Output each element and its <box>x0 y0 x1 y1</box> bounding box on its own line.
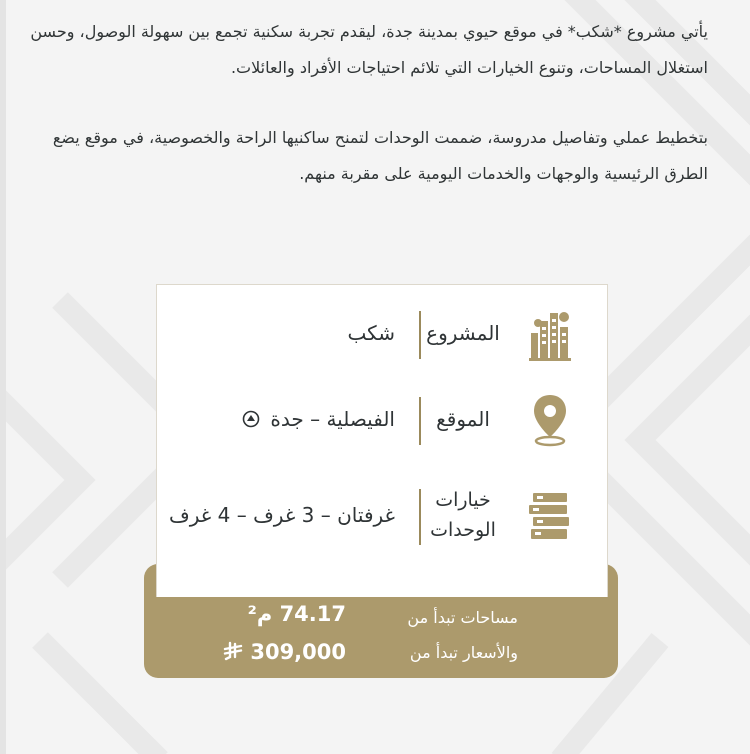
project-label: المشروع <box>426 321 500 345</box>
info-row-location <box>157 379 607 459</box>
project-info-card <box>156 284 608 597</box>
page-edge-rule <box>0 0 6 754</box>
price-amount: 309,000 <box>250 640 346 664</box>
location-pin-icon <box>529 393 571 447</box>
area-value: 74.17 م² <box>247 602 346 626</box>
saudi-riyal-icon <box>223 641 243 661</box>
row-divider <box>419 489 421 545</box>
area-label: مساحات تبدأ من <box>407 608 518 627</box>
units-label: خيارات الوحدات <box>430 489 496 541</box>
info-row-project <box>157 293 607 373</box>
location-text: الفيصلية – جدة <box>270 407 395 431</box>
units-value: غرفتان – 3 غرف – 4 غرف <box>169 503 395 527</box>
location-value <box>242 379 395 459</box>
location-label: الموقع <box>436 407 490 431</box>
price-label: والأسعار تبدأ من <box>409 643 518 662</box>
row-divider <box>419 397 421 445</box>
stacked-units-icon <box>529 489 571 543</box>
map-link-icon[interactable] <box>242 410 260 428</box>
project-value: شكب <box>347 321 395 345</box>
row-divider <box>419 311 421 359</box>
info-row-units <box>157 475 607 555</box>
intro-paragraph-1: يأتي مشروع *شكب* في موقع حيوي بمدينة جدة، ليقدم تجربة سكنية تجمع بين سهولة الوصول، وحسن استغلال المساحات، وتنوع الخيارات التي تلائم احتياجات الأفراد والعائلات. <box>30 22 708 77</box>
price-value <box>217 640 346 664</box>
intro-paragraph-2: بتخطيط عملي وتفاصيل مدروسة، ضممت الوحدات لتمنح ساكنيها الراحة والخصوصية، في موقع يضع الطرق الرئيسية والوجهات والخدمات اليومية على مقربة منهم. <box>52 128 708 183</box>
buildings-icon <box>529 307 571 361</box>
